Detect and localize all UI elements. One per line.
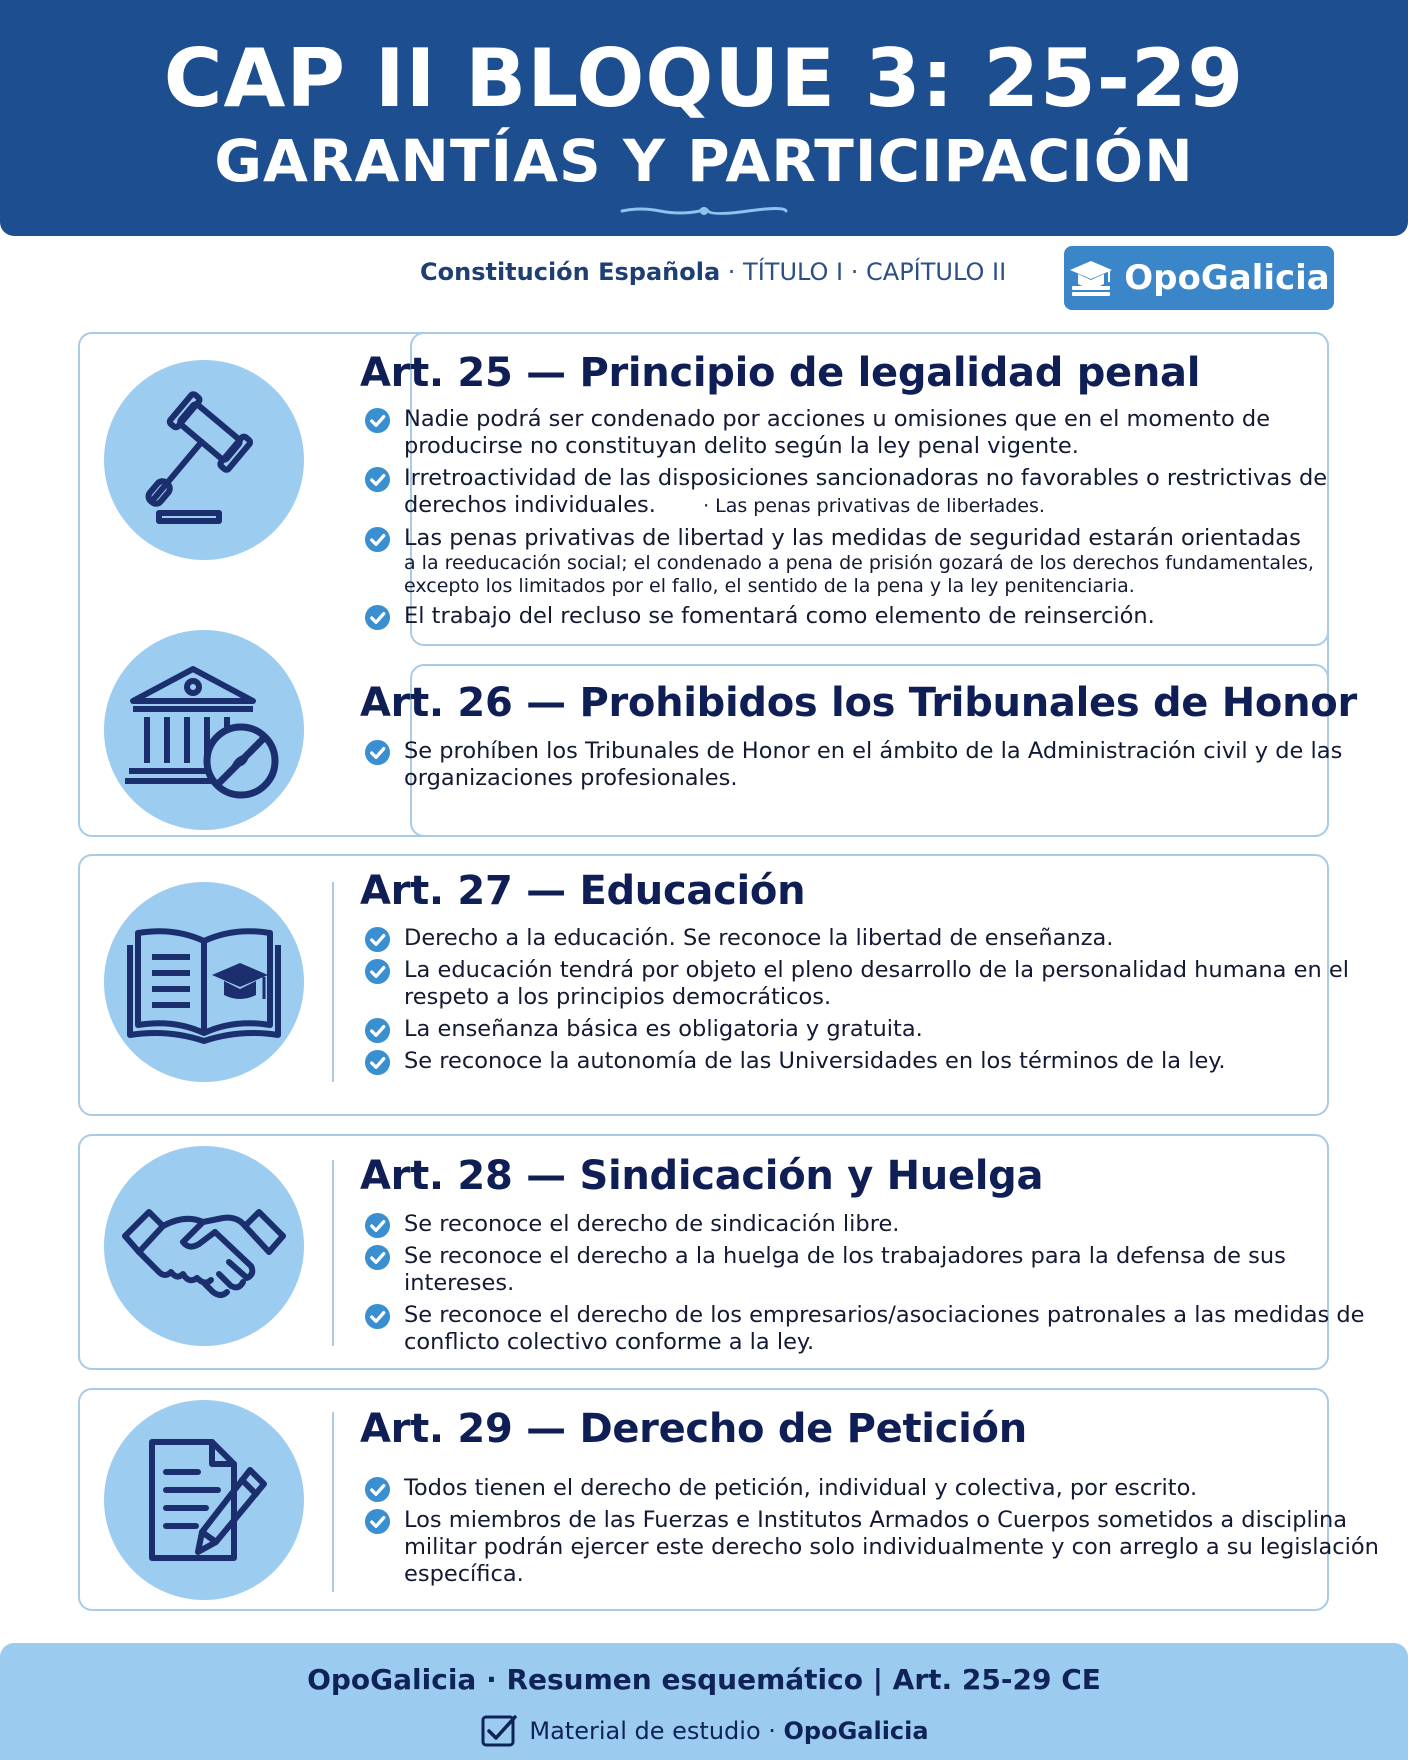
check-circle-icon: [364, 1303, 391, 1330]
article-26-icon-circle: [104, 630, 304, 830]
check-circle-icon: [364, 958, 391, 985]
decorative-wave-icon: [620, 204, 788, 218]
bullet-note: · Las penas privativas de liberłades.: [703, 495, 1045, 517]
list-item: [364, 738, 1390, 792]
bullet-small-text: a la reeducación social; el condenado a pena de prisión gozará de los derechos fundamentales, excepto los limitados por el fallo, el sentido de la pena y la ley penitenciaria.: [404, 552, 1314, 597]
article-26-title: Art. 26 — Prohibidos los Tribunales de Honor: [360, 680, 1357, 726]
header-banner: [0, 0, 1408, 236]
list-item: [364, 925, 1390, 952]
breadcrumb: [420, 258, 1006, 286]
check-circle-icon: [364, 1212, 391, 1239]
footer-summary: OpoGalicia · Resumen esquemático | Art. 25-29 CE: [307, 1663, 1101, 1696]
list-item: [364, 406, 1390, 460]
article-28-title: Art. 28 — Sindicación y Huelga: [360, 1153, 1044, 1199]
footer-credit-brand: OpoGalicia: [783, 1717, 929, 1745]
bullet-text: Nadie podrá ser condenado por acciones u omisiones que en el momento de producirse no constituyan delito según la ley penal vigente.: [404, 406, 1271, 459]
bullet-text: Se reconoce el derecho a la huelga de los trabajadores para la defensa de sus intereses.: [404, 1243, 1286, 1296]
bullet-text: Se reconoce la autonomía de las Universidades en los términos de la ley.: [404, 1048, 1226, 1074]
list-item: [364, 1016, 1390, 1043]
article-28-icon-circle: [104, 1146, 304, 1346]
list-item: [364, 1048, 1390, 1075]
bullet-text: Todos tienen el derecho de petición, individual y colectiva, por escrito.: [404, 1475, 1198, 1501]
list-item: [364, 1507, 1390, 1588]
graduation-cap-icon: [1068, 258, 1114, 298]
handshake-icon: [119, 1186, 289, 1306]
check-circle-icon: [364, 407, 391, 434]
article-29-title: Art. 29 — Derecho de Petición: [360, 1406, 1027, 1452]
list-item: [364, 603, 1390, 630]
bullet-text: La enseñanza básica es obligatoria y gratuita.: [404, 1016, 923, 1042]
list-item: [364, 957, 1390, 1011]
check-circle-icon: [364, 926, 391, 953]
check-circle-icon: [364, 1244, 391, 1271]
article-25-icon-circle: [104, 360, 304, 560]
page-title: CAP II BLOQUE 3: 25-29: [163, 32, 1245, 125]
check-circle-icon: [364, 739, 391, 766]
footer-credit-prefix: Material de estudio ·: [529, 1717, 784, 1745]
list-item: [364, 1302, 1390, 1356]
list-item: [364, 525, 1390, 598]
document-pen-icon: [134, 1430, 274, 1570]
article-28-bullets: [364, 1211, 1390, 1361]
article-26-bullets: [364, 738, 1390, 797]
list-item: [364, 1211, 1390, 1238]
article-27-icon-circle: [104, 882, 304, 1082]
list-item: [364, 465, 1390, 520]
list-item: [364, 1243, 1390, 1297]
bullet-text: Derecho a la educación. Se reconoce la libertad de enseñanza.: [404, 925, 1114, 951]
bullet-text: Se reconoce el derecho de los empresarios/asociaciones patronales a las medidas de conflicto colectivo conforme a la ley.: [404, 1302, 1365, 1355]
checkbox-document-icon: [479, 1713, 519, 1749]
article-25-bullets: [364, 406, 1390, 635]
article-25-title: Art. 25 — Principio de legalidad penal: [360, 350, 1201, 396]
article-27-title: Art. 27 — Educación: [360, 868, 806, 914]
page-subtitle: GARANTÍAS Y PARTICIPACIÓN: [214, 127, 1194, 195]
check-circle-icon: [364, 1017, 391, 1044]
bullet-text: Las penas privativas de libertad y las medidas de seguridad estarán orientadas: [404, 525, 1301, 551]
path-label: · TÍTULO I · CAPÍTULO II: [720, 258, 1007, 286]
article-29-icon-circle: [104, 1400, 304, 1600]
bullet-text: Los miembros de las Fuerzas e Institutos Armados o Cuerpos sometidos a disciplina militar podrán ejercer este derecho solo individualmente y con arreglo a su legislación específica.: [404, 1507, 1379, 1587]
divider: [332, 1412, 334, 1592]
bullet-text: Se prohíben los Tribunales de Honor en el ámbito de la Administración civil y de las organizaciones profesionales.: [404, 738, 1343, 791]
check-circle-icon: [364, 1476, 391, 1503]
check-circle-icon: [364, 1508, 391, 1535]
check-circle-icon: [364, 526, 391, 553]
bullet-text: El trabajo del recluso se fomentará como elemento de reinserción.: [404, 603, 1155, 629]
bullet-text: Irretroactividad de las disposiciones sancionadoras no favorables o restrictivas de derechos individuales.: [404, 465, 1328, 518]
bullet-text: Se reconoce el derecho de sindicación libre.: [404, 1211, 900, 1237]
gavel-icon: [129, 385, 279, 535]
divider: [332, 1160, 334, 1346]
open-book-graduation-cap-icon: [124, 917, 284, 1047]
divider: [332, 882, 334, 1082]
check-circle-icon: [364, 604, 391, 631]
article-29-bullets: [364, 1475, 1390, 1593]
article-27-bullets: [364, 925, 1390, 1080]
check-circle-icon: [364, 466, 391, 493]
courthouse-prohibited-icon: [119, 655, 289, 805]
check-circle-icon: [364, 1049, 391, 1076]
brand-badge: [1064, 246, 1334, 310]
list-item: [364, 1475, 1390, 1502]
source-label: Constitución Española: [420, 258, 721, 286]
footer: [0, 1643, 1408, 1760]
footer-credit: [0, 1713, 1408, 1749]
brand-name: OpoGalicia: [1124, 258, 1330, 298]
bullet-text: La educación tendrá por objeto el pleno desarrollo de la personalidad humana en el respeto a los principios democráticos.: [404, 957, 1349, 1010]
